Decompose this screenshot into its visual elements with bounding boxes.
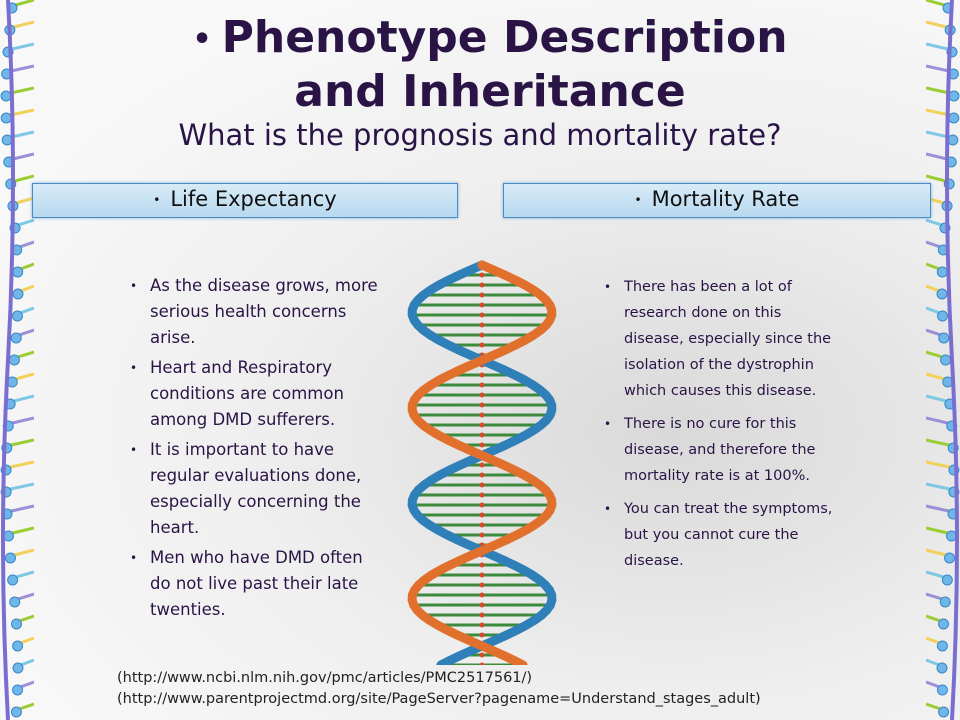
list-item: • There has been a lot of research done on this disease, especially since the isolation of the dystrophin which causes this disease. (604, 274, 834, 404)
reference-link[interactable]: (http://www.parentprojectmd.org/site/PageServer?pagename=Understand_stages_adult) (117, 691, 761, 707)
references (117, 668, 761, 710)
slide-subtitle: What is the prognosis and mortality rate? (178, 118, 782, 152)
life-expectancy-list (130, 273, 380, 627)
mortality-rate-header: • Mortality Rate (503, 183, 931, 218)
dna-border-right (926, 0, 960, 720)
mortality-rate-list (604, 274, 834, 581)
life-expectancy-header: • Life Expectancy (32, 183, 458, 218)
list-item: • Heart and Respiratory conditions are common among DMD sufferers. (130, 355, 380, 433)
slide-title: • Phenotype Description and Inheritance (192, 12, 788, 117)
list-item: • You can treat the symptoms, but you cannot cure the disease. (604, 496, 834, 574)
list-item: • Men who have DMD often do not live past their late twenties. (130, 545, 380, 623)
reference-link[interactable]: (http://www.ncbi.nlm.nih.gov/pmc/articles/PMC2517561/) (117, 670, 533, 686)
list-item: • It is important to have regular evaluations done, especially concerning the heart. (130, 437, 380, 541)
list-item: • There is no cure for this disease, and therefore the mortality rate is at 100%. (604, 411, 834, 489)
list-item: • As the disease grows, more serious health concerns arise. (130, 273, 380, 351)
dna-border-left (0, 0, 34, 720)
dna-helix-icon (392, 255, 572, 665)
